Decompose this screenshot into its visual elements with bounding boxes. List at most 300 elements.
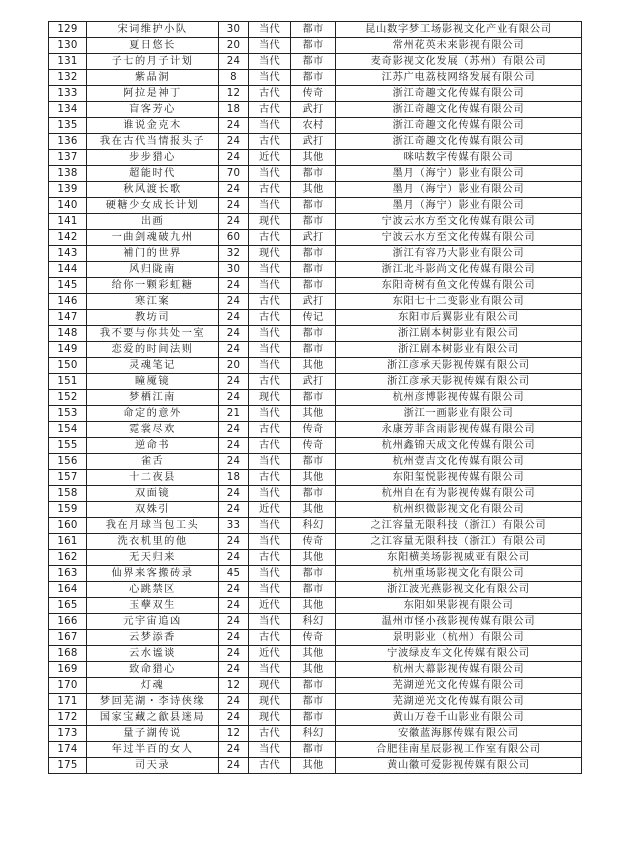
drama-title-cell: 双面镜 [87, 486, 219, 502]
drama-title-cell: 灵魂笔记 [87, 358, 219, 374]
company-name-cell: 麦奇影视文化发展（苏州）有限公司 [336, 54, 582, 70]
drama-title-cell: 我在古代当情报头子 [87, 134, 219, 150]
era-cell: 当代 [249, 454, 291, 470]
company-name-cell: 杭州大幕影视传媒有限公司 [336, 662, 582, 678]
company-name-cell: 杭州织微影视文化有限公司 [336, 502, 582, 518]
episode-count-cell: 24 [219, 550, 249, 566]
table-row [49, 502, 582, 518]
row-number-cell: 143 [49, 246, 87, 262]
row-number-cell: 132 [49, 70, 87, 86]
genre-cell: 传奇 [291, 438, 336, 454]
era-cell: 现代 [249, 678, 291, 694]
row-number-cell: 150 [49, 358, 87, 374]
drama-title-cell: 仙界来客搬砖录 [87, 566, 219, 582]
drama-title-cell: 步步猎心 [87, 150, 219, 166]
table-row [49, 342, 582, 358]
era-cell: 现代 [249, 694, 291, 710]
episode-count-cell: 24 [219, 134, 249, 150]
company-name-cell: 浙江北斗影尚文化传媒有限公司 [336, 262, 582, 278]
table-row [49, 422, 582, 438]
table-row [49, 150, 582, 166]
genre-cell: 科幻 [291, 726, 336, 742]
table-row [49, 406, 582, 422]
drama-title-cell: 雀舌 [87, 454, 219, 470]
era-cell: 当代 [249, 54, 291, 70]
era-cell: 当代 [249, 326, 291, 342]
drama-title-cell: 秋风渡长歌 [87, 182, 219, 198]
genre-cell: 都市 [291, 342, 336, 358]
company-name-cell: 东阳市后翼影业有限公司 [336, 310, 582, 326]
company-name-cell: 浙江彦承天影视传媒有限公司 [336, 374, 582, 390]
genre-cell: 都市 [291, 694, 336, 710]
drama-title-cell: 灯魂 [87, 678, 219, 694]
era-cell: 现代 [249, 710, 291, 726]
drama-title-cell: 命定的意外 [87, 406, 219, 422]
drama-title-cell: 双姝引 [87, 502, 219, 518]
row-number-cell: 154 [49, 422, 87, 438]
drama-title-cell: 无天归来 [87, 550, 219, 566]
episode-count-cell: 24 [219, 422, 249, 438]
era-cell: 当代 [249, 22, 291, 38]
episode-count-cell: 24 [219, 278, 249, 294]
row-number-cell: 167 [49, 630, 87, 646]
drama-title-cell: 致命猎心 [87, 662, 219, 678]
row-number-cell: 165 [49, 598, 87, 614]
row-number-cell: 170 [49, 678, 87, 694]
row-number-cell: 162 [49, 550, 87, 566]
era-cell: 当代 [249, 342, 291, 358]
row-number-cell: 129 [49, 22, 87, 38]
genre-cell: 都市 [291, 198, 336, 214]
drama-title-cell: 瞳魇镜 [87, 374, 219, 390]
genre-cell: 其他 [291, 406, 336, 422]
row-number-cell: 134 [49, 102, 87, 118]
episode-count-cell: 24 [219, 438, 249, 454]
row-number-cell: 163 [49, 566, 87, 582]
table-row [49, 566, 582, 582]
era-cell: 当代 [249, 486, 291, 502]
company-name-cell: 杭州自在有为影视传媒有限公司 [336, 486, 582, 502]
genre-cell: 都市 [291, 166, 336, 182]
genre-cell: 其他 [291, 598, 336, 614]
table-row [49, 486, 582, 502]
genre-cell: 都市 [291, 262, 336, 278]
company-name-cell: 芜湖逆光文化传媒有限公司 [336, 678, 582, 694]
row-number-cell: 161 [49, 534, 87, 550]
era-cell: 古代 [249, 470, 291, 486]
genre-cell: 都市 [291, 246, 336, 262]
row-number-cell: 137 [49, 150, 87, 166]
drama-title-cell: 出画 [87, 214, 219, 230]
era-cell: 当代 [249, 262, 291, 278]
genre-cell: 传记 [291, 310, 336, 326]
table-row [49, 742, 582, 758]
episode-count-cell: 33 [219, 518, 249, 534]
row-number-cell: 130 [49, 38, 87, 54]
era-cell: 近代 [249, 598, 291, 614]
genre-cell: 其他 [291, 550, 336, 566]
episode-count-cell: 24 [219, 694, 249, 710]
row-number-cell: 146 [49, 294, 87, 310]
company-name-cell: 芜湖逆光文化传媒有限公司 [336, 694, 582, 710]
episode-count-cell: 32 [219, 246, 249, 262]
table-row [49, 230, 582, 246]
company-name-cell: 杭州重场影视文化有限公司 [336, 566, 582, 582]
drama-registration-table [48, 21, 582, 774]
table-row [49, 326, 582, 342]
drama-title-cell: 心跳禁区 [87, 582, 219, 598]
table-row [49, 198, 582, 214]
genre-cell: 武打 [291, 374, 336, 390]
drama-title-cell: 恋爱的时间法则 [87, 342, 219, 358]
table-row [49, 102, 582, 118]
genre-cell: 其他 [291, 502, 336, 518]
row-number-cell: 151 [49, 374, 87, 390]
row-number-cell: 148 [49, 326, 87, 342]
genre-cell: 都市 [291, 38, 336, 54]
drama-title-cell: 夏日悠长 [87, 38, 219, 54]
genre-cell: 武打 [291, 230, 336, 246]
genre-cell: 都市 [291, 278, 336, 294]
table-row [49, 678, 582, 694]
episode-count-cell: 24 [219, 54, 249, 70]
table-row [49, 694, 582, 710]
company-name-cell: 浙江彦承天影视传媒有限公司 [336, 358, 582, 374]
company-name-cell: 杭州壹吉文化传媒有限公司 [336, 454, 582, 470]
row-number-cell: 175 [49, 758, 87, 774]
row-number-cell: 135 [49, 118, 87, 134]
table-row [49, 214, 582, 230]
episode-count-cell: 18 [219, 102, 249, 118]
episode-count-cell: 24 [219, 662, 249, 678]
drama-title-cell: 紫晶洞 [87, 70, 219, 86]
era-cell: 古代 [249, 550, 291, 566]
episode-count-cell: 24 [219, 294, 249, 310]
company-name-cell: 墨月（海宁）影业有限公司 [336, 166, 582, 182]
row-number-cell: 156 [49, 454, 87, 470]
episode-count-cell: 45 [219, 566, 249, 582]
table-row [49, 294, 582, 310]
table-row [49, 358, 582, 374]
table-row [49, 518, 582, 534]
era-cell: 当代 [249, 278, 291, 294]
era-cell: 现代 [249, 246, 291, 262]
row-number-cell: 142 [49, 230, 87, 246]
drama-title-cell: 国家宝藏之歙县迷局 [87, 710, 219, 726]
row-number-cell: 140 [49, 198, 87, 214]
era-cell: 当代 [249, 166, 291, 182]
era-cell: 古代 [249, 182, 291, 198]
table-row [49, 598, 582, 614]
row-number-cell: 174 [49, 742, 87, 758]
company-name-cell: 常州花英未来影视有限公司 [336, 38, 582, 54]
table-row [49, 630, 582, 646]
table-row [49, 614, 582, 630]
episode-count-cell: 12 [219, 86, 249, 102]
drama-title-cell: 洗衣机里的他 [87, 534, 219, 550]
row-number-cell: 144 [49, 262, 87, 278]
era-cell: 当代 [249, 566, 291, 582]
episode-count-cell: 24 [219, 214, 249, 230]
drama-title-cell: 梦回芜湖・李诗侠缘 [87, 694, 219, 710]
table-row [49, 278, 582, 294]
era-cell: 古代 [249, 726, 291, 742]
genre-cell: 传奇 [291, 422, 336, 438]
episode-count-cell: 24 [219, 758, 249, 774]
genre-cell: 都市 [291, 454, 336, 470]
table-row [49, 262, 582, 278]
table-row [49, 662, 582, 678]
era-cell: 当代 [249, 198, 291, 214]
drama-title-cell: 我不要与你共处一室 [87, 326, 219, 342]
genre-cell: 其他 [291, 150, 336, 166]
drama-title-cell: 年过半百的女人 [87, 742, 219, 758]
table-row [49, 70, 582, 86]
era-cell: 近代 [249, 502, 291, 518]
company-name-cell: 浙江奇趣文化传媒有限公司 [336, 118, 582, 134]
company-name-cell: 合肥徍南星辰影视工作室有限公司 [336, 742, 582, 758]
episode-count-cell: 20 [219, 38, 249, 54]
era-cell: 近代 [249, 150, 291, 166]
row-number-cell: 168 [49, 646, 87, 662]
genre-cell: 都市 [291, 70, 336, 86]
episode-count-cell: 24 [219, 534, 249, 550]
row-number-cell: 169 [49, 662, 87, 678]
genre-cell: 都市 [291, 566, 336, 582]
table-row [49, 22, 582, 38]
drama-title-cell: 云水谧谈 [87, 646, 219, 662]
episode-count-cell: 24 [219, 710, 249, 726]
era-cell: 古代 [249, 134, 291, 150]
company-name-cell: 浙江奇趣文化传媒有限公司 [336, 102, 582, 118]
drama-title-cell: 超能时代 [87, 166, 219, 182]
episode-count-cell: 21 [219, 406, 249, 422]
table-row [49, 54, 582, 70]
genre-cell: 其他 [291, 358, 336, 374]
company-name-cell: 黄山万卷千山影业有限公司 [336, 710, 582, 726]
row-number-cell: 171 [49, 694, 87, 710]
table-row [49, 454, 582, 470]
drama-title-cell: 梦栖江南 [87, 390, 219, 406]
era-cell: 古代 [249, 230, 291, 246]
era-cell: 古代 [249, 102, 291, 118]
company-name-cell: 黄山徽可爱影视传媒有限公司 [336, 758, 582, 774]
era-cell: 古代 [249, 294, 291, 310]
row-number-cell: 147 [49, 310, 87, 326]
episode-count-cell: 24 [219, 198, 249, 214]
episode-count-cell: 60 [219, 230, 249, 246]
company-name-cell: 浙江奇趣文化传媒有限公司 [336, 134, 582, 150]
company-name-cell: 东阳如果影视有限公司 [336, 598, 582, 614]
company-name-cell: 安徽蓝海豚传媒有限公司 [336, 726, 582, 742]
table-row [49, 182, 582, 198]
company-name-cell: 之江容量无限科技（浙江）有限公司 [336, 518, 582, 534]
era-cell: 当代 [249, 70, 291, 86]
genre-cell: 传奇 [291, 86, 336, 102]
drama-title-cell: 云梦添香 [87, 630, 219, 646]
drama-title-cell: 玉孽双生 [87, 598, 219, 614]
company-name-cell: 浙江剧本树影业有限公司 [336, 326, 582, 342]
company-name-cell: 浙江有容乃大影业有限公司 [336, 246, 582, 262]
episode-count-cell: 12 [219, 726, 249, 742]
era-cell: 当代 [249, 534, 291, 550]
genre-cell: 其他 [291, 470, 336, 486]
company-name-cell: 宁波云水方至文化传媒有限公司 [336, 214, 582, 230]
episode-count-cell: 18 [219, 470, 249, 486]
era-cell: 古代 [249, 758, 291, 774]
company-name-cell: 浙江波光燕影视文化有限公司 [336, 582, 582, 598]
table-row [49, 310, 582, 326]
table-row [49, 246, 582, 262]
row-number-cell: 141 [49, 214, 87, 230]
era-cell: 现代 [249, 390, 291, 406]
era-cell: 当代 [249, 38, 291, 54]
table-row [49, 550, 582, 566]
drama-title-cell: 元宇宙追凶 [87, 614, 219, 630]
episode-count-cell: 24 [219, 646, 249, 662]
genre-cell: 都市 [291, 214, 336, 230]
row-number-cell: 159 [49, 502, 87, 518]
table-row [49, 374, 582, 390]
company-name-cell: 江苏广电荔枝网络发展有限公司 [336, 70, 582, 86]
company-name-cell: 东阳横美场影视威亚有限公司 [336, 550, 582, 566]
table-row [49, 86, 582, 102]
row-number-cell: 166 [49, 614, 87, 630]
drama-title-cell: 補门的世界 [87, 246, 219, 262]
company-name-cell: 杭州彦博影视传媒有限公司 [336, 390, 582, 406]
row-number-cell: 160 [49, 518, 87, 534]
drama-title-cell: 逆命书 [87, 438, 219, 454]
table-row [49, 758, 582, 774]
company-name-cell: 浙江剧本树影业有限公司 [336, 342, 582, 358]
row-number-cell: 155 [49, 438, 87, 454]
row-number-cell: 172 [49, 710, 87, 726]
table-row [49, 534, 582, 550]
company-name-cell: 浙江奇趣文化传媒有限公司 [336, 86, 582, 102]
genre-cell: 武打 [291, 102, 336, 118]
row-number-cell: 157 [49, 470, 87, 486]
episode-count-cell: 24 [219, 390, 249, 406]
company-name-cell: 墨月（海宁）影业有限公司 [336, 182, 582, 198]
era-cell: 古代 [249, 86, 291, 102]
table-row [49, 38, 582, 54]
genre-cell: 都市 [291, 486, 336, 502]
era-cell: 当代 [249, 582, 291, 598]
table-row [49, 438, 582, 454]
drama-title-cell: 霓裳尽欢 [87, 422, 219, 438]
episode-count-cell: 20 [219, 358, 249, 374]
genre-cell: 武打 [291, 294, 336, 310]
episode-count-cell: 24 [219, 742, 249, 758]
table-row [49, 166, 582, 182]
drama-title-cell: 宋词维护小队 [87, 22, 219, 38]
table-row [49, 646, 582, 662]
drama-title-cell: 谁说金克木 [87, 118, 219, 134]
genre-cell: 都市 [291, 390, 336, 406]
row-number-cell: 145 [49, 278, 87, 294]
genre-cell: 都市 [291, 54, 336, 70]
era-cell: 当代 [249, 742, 291, 758]
company-name-cell: 墨月（海宁）影业有限公司 [336, 198, 582, 214]
company-name-cell: 昆山数字梦工场影视文化产业有限公司 [336, 22, 582, 38]
episode-count-cell: 24 [219, 630, 249, 646]
era-cell: 当代 [249, 358, 291, 374]
table-row [49, 726, 582, 742]
company-name-cell: 咪咕数字传媒有限公司 [336, 150, 582, 166]
genre-cell: 其他 [291, 758, 336, 774]
company-name-cell: 浙江一画影业有限公司 [336, 406, 582, 422]
drama-title-cell: 硬糖少女成长计划 [87, 198, 219, 214]
genre-cell: 武打 [291, 134, 336, 150]
episode-count-cell: 24 [219, 118, 249, 134]
company-name-cell: 东阳七十二变影业有限公司 [336, 294, 582, 310]
company-name-cell: 永康芳菲含雨影视传媒有限公司 [336, 422, 582, 438]
row-number-cell: 152 [49, 390, 87, 406]
era-cell: 古代 [249, 422, 291, 438]
company-name-cell: 宁波绿皮车文化传媒有限公司 [336, 646, 582, 662]
episode-count-cell: 24 [219, 582, 249, 598]
company-name-cell: 东阳玺悦影视传媒有限公司 [336, 470, 582, 486]
episode-count-cell: 24 [219, 486, 249, 502]
episode-count-cell: 24 [219, 454, 249, 470]
episode-count-cell: 24 [219, 182, 249, 198]
drama-title-cell: 寒江案 [87, 294, 219, 310]
genre-cell: 传奇 [291, 534, 336, 550]
company-name-cell: 杭州鑫锦天成文化传媒有限公司 [336, 438, 582, 454]
table-row [49, 118, 582, 134]
episode-count-cell: 24 [219, 374, 249, 390]
table-row [49, 710, 582, 726]
row-number-cell: 136 [49, 134, 87, 150]
episode-count-cell: 30 [219, 22, 249, 38]
drama-title-cell: 一曲剑魂破九州 [87, 230, 219, 246]
genre-cell: 其他 [291, 646, 336, 662]
drama-title-cell: 风归陇南 [87, 262, 219, 278]
era-cell: 当代 [249, 614, 291, 630]
episode-count-cell: 24 [219, 342, 249, 358]
episode-count-cell: 24 [219, 150, 249, 166]
row-number-cell: 158 [49, 486, 87, 502]
company-name-cell: 景明影业（杭州）有限公司 [336, 630, 582, 646]
genre-cell: 都市 [291, 742, 336, 758]
era-cell: 近代 [249, 646, 291, 662]
era-cell: 古代 [249, 310, 291, 326]
drama-title-cell: 子七的月子计划 [87, 54, 219, 70]
drama-title-cell: 我在月球当包工头 [87, 518, 219, 534]
era-cell: 古代 [249, 374, 291, 390]
genre-cell: 传奇 [291, 630, 336, 646]
genre-cell: 都市 [291, 678, 336, 694]
episode-count-cell: 70 [219, 166, 249, 182]
era-cell: 当代 [249, 118, 291, 134]
row-number-cell: 139 [49, 182, 87, 198]
era-cell: 当代 [249, 662, 291, 678]
table-body [49, 22, 582, 774]
company-name-cell: 东阳奇树有鱼文化传媒有限公司 [336, 278, 582, 294]
episode-count-cell: 24 [219, 502, 249, 518]
drama-title-cell: 给你一颗彩虹糖 [87, 278, 219, 294]
genre-cell: 都市 [291, 22, 336, 38]
episode-count-cell: 30 [219, 262, 249, 278]
drama-title-cell: 量子湖传说 [87, 726, 219, 742]
row-number-cell: 131 [49, 54, 87, 70]
row-number-cell: 149 [49, 342, 87, 358]
era-cell: 古代 [249, 630, 291, 646]
episode-count-cell: 8 [219, 70, 249, 86]
company-name-cell: 温州市怪小孩影视传媒有限公司 [336, 614, 582, 630]
genre-cell: 农村 [291, 118, 336, 134]
era-cell: 古代 [249, 438, 291, 454]
